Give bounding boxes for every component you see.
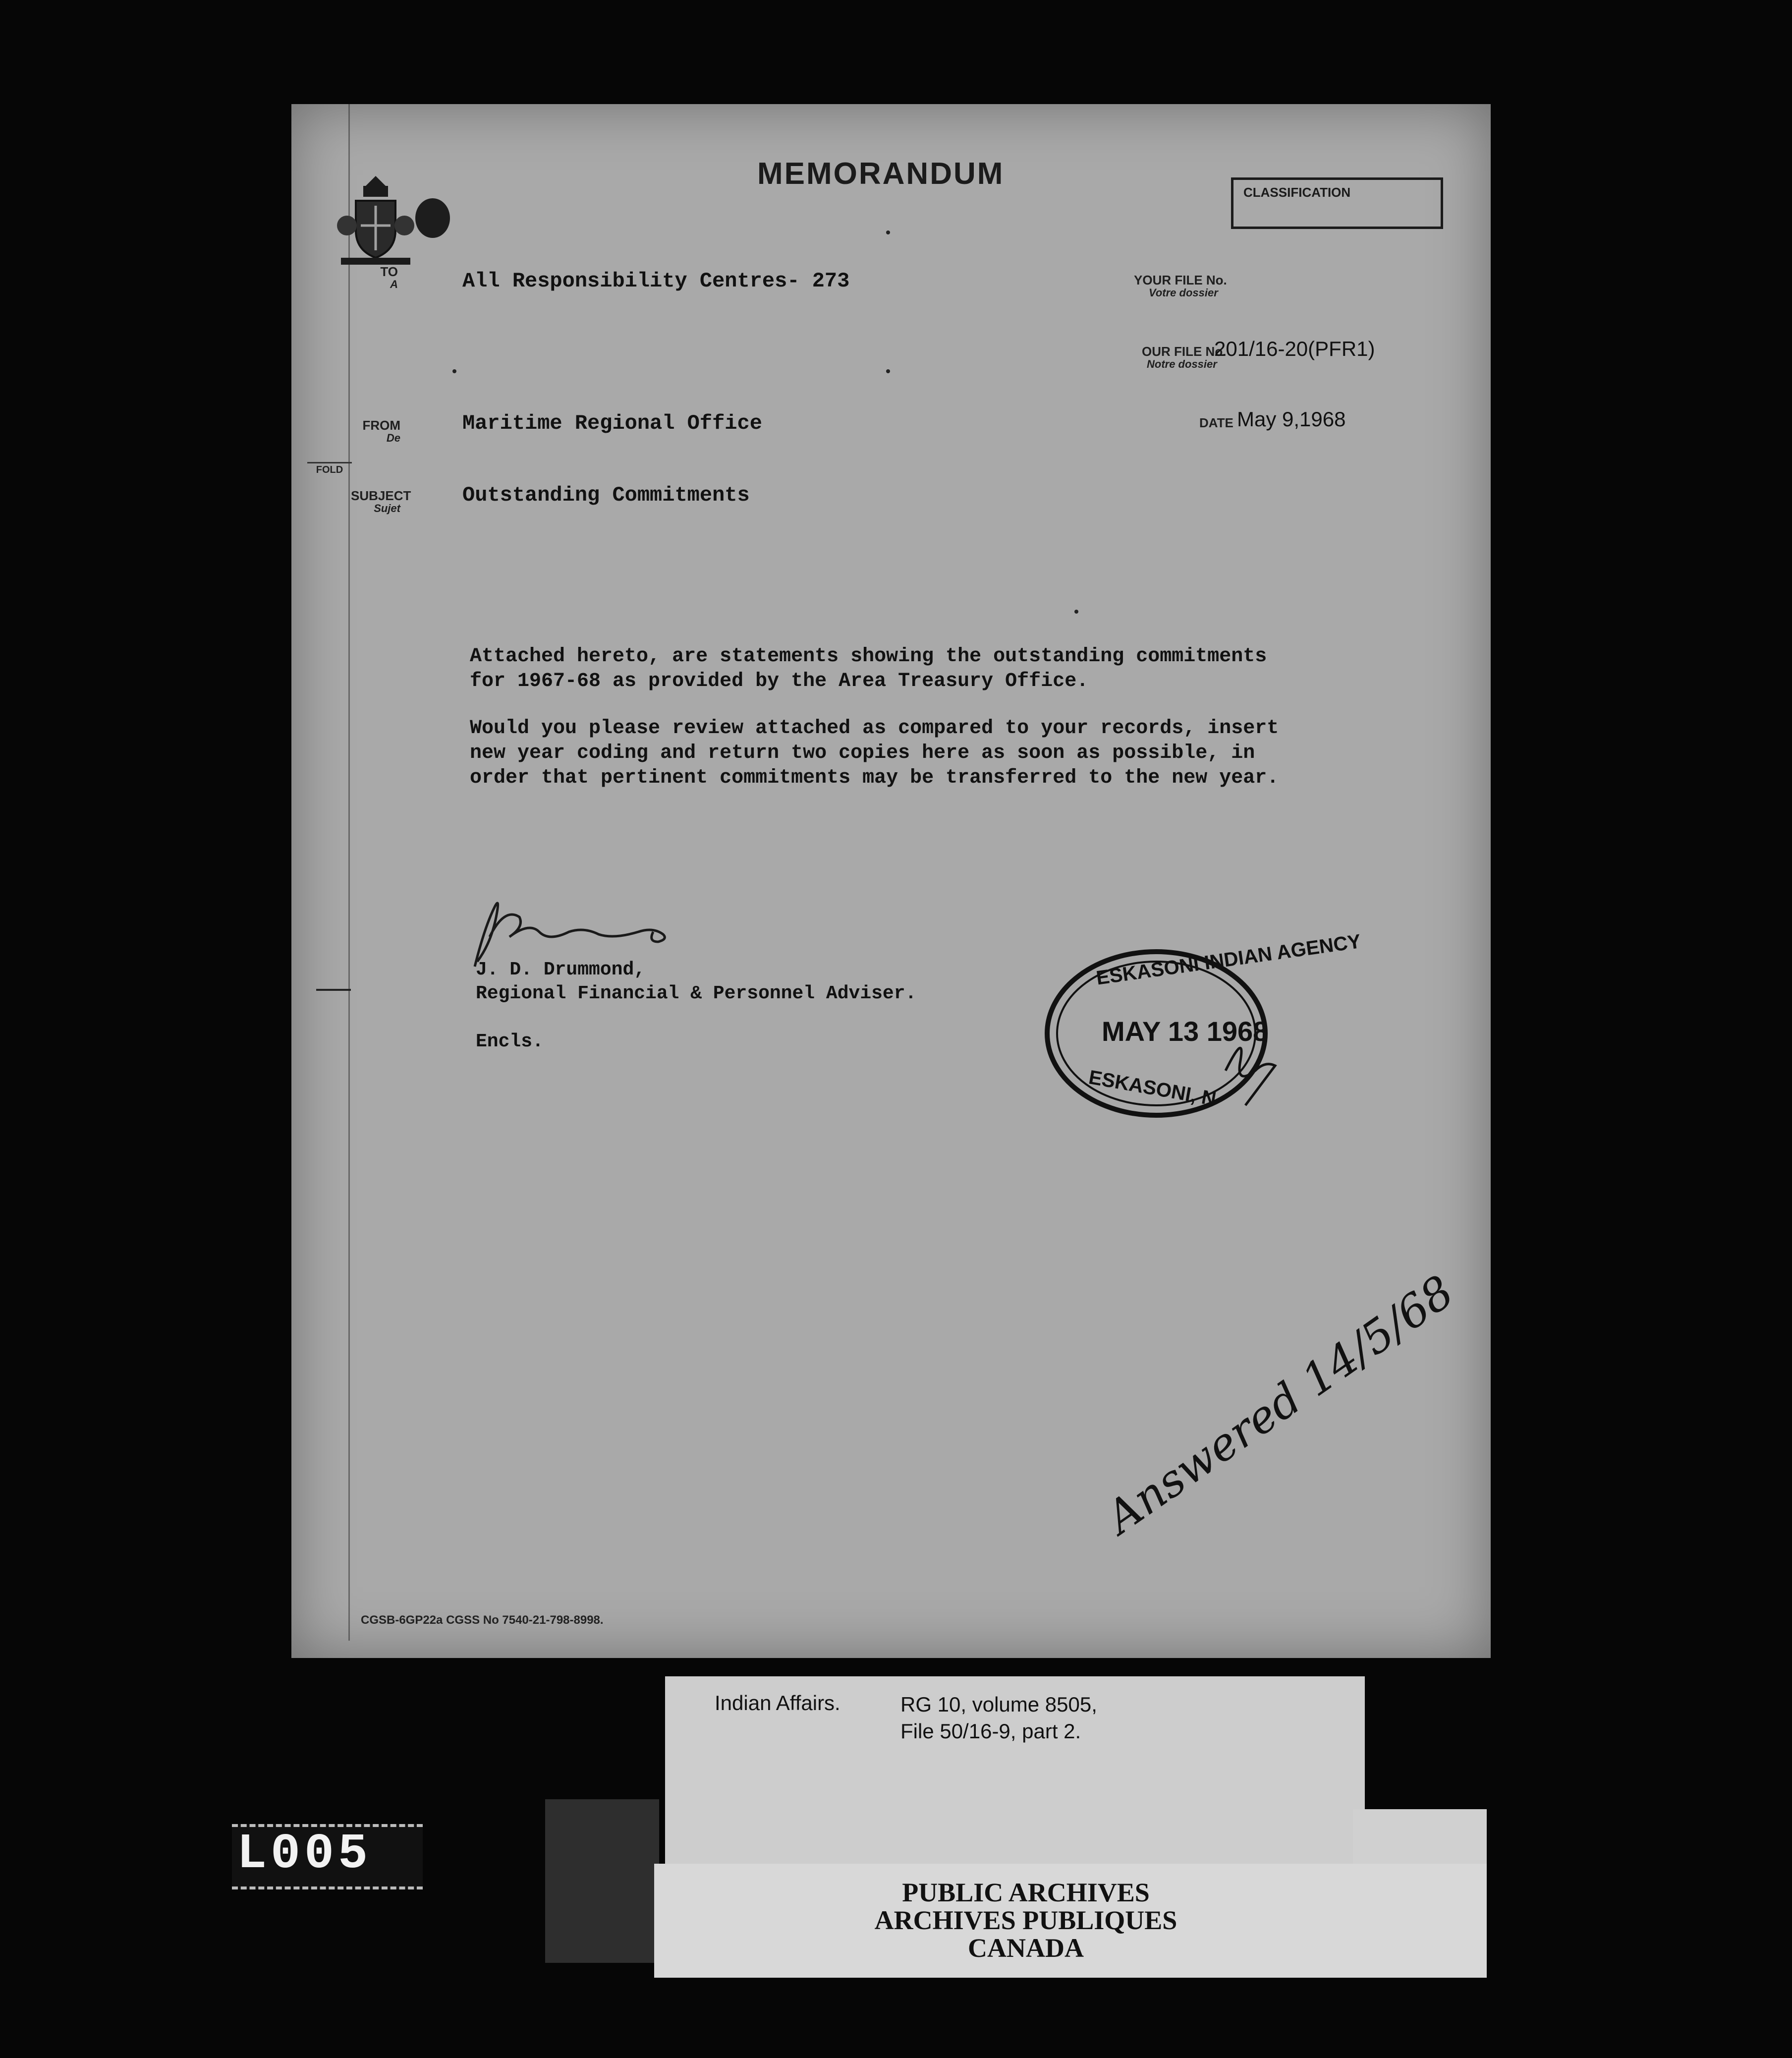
reference-line-1: RG 10, volume 8505, [900, 1693, 1097, 1716]
margin-rule [348, 104, 350, 1641]
stamp-bottom-text: ESKASONI, N [1087, 1066, 1218, 1110]
to-value: All Responsibility Centres- 273 [462, 269, 850, 293]
archives-line-1: PUBLIC ARCHIVES [902, 1878, 1150, 1907]
speck [452, 369, 456, 373]
reel-number: L005 [237, 1827, 372, 1883]
to-label: TO [380, 264, 398, 279]
your-file-label: YOUR FILE No. [1134, 273, 1227, 287]
enclosures-note: Encls. [476, 1031, 544, 1052]
memorandum-page [291, 104, 1491, 1658]
signer-title: Regional Financial & Personnel Adviser. [476, 983, 917, 1004]
form-code: CGSB-6GP22a CGSS No 7540-21-798-8998. [361, 1613, 604, 1627]
coat-of-arms-icon [336, 171, 415, 270]
subject-label-fr: Sujet [374, 502, 400, 515]
to-label-block [371, 265, 398, 290]
from-label-block [361, 419, 400, 444]
margin-dash [316, 989, 351, 991]
handwritten-note-text: Answered 14/5/68 [1097, 1265, 1463, 1544]
archives-label [654, 1879, 1398, 1962]
subject-label-block [351, 488, 411, 515]
from-label-fr: De [386, 432, 400, 445]
speck [1074, 610, 1078, 614]
slip-shadow [545, 1799, 659, 1963]
stamp-top-text: ESKASONI INDIAN AGENCY [1095, 930, 1362, 989]
subject-value: Outstanding Commitments [462, 483, 750, 507]
stamp-date-text: MAY 13 1968 [1102, 1016, 1269, 1047]
classification-label: CLASSIFICATION [1243, 185, 1351, 200]
handwritten-answered-note [1030, 1170, 1463, 1566]
archives-line-2: ARCHIVES PUBLIQUES [874, 1905, 1177, 1935]
paragraph-1: Attached hereto, are statements showing the outstanding commitments for 1967-68 as provided by the Area Treasury Office. [470, 645, 1267, 692]
subject-label: SUBJECT [351, 488, 411, 503]
archives-line-3: CANADA [968, 1933, 1084, 1963]
fold-mark: FOLD [307, 462, 352, 476]
ink-blot [415, 198, 450, 238]
department-label: Indian Affairs. [715, 1691, 840, 1715]
paragraph-2: Would you please review attached as compared to your records, insert new year coding and return two copies here as soon as possible, in order that pertinent commitments may be transferred to the new year. [470, 717, 1279, 789]
speck [886, 230, 890, 234]
memo-title: MEMORANDUM [757, 157, 1005, 191]
to-label-fr: A [390, 278, 398, 291]
date-value: May 9,1968 [1237, 407, 1346, 431]
agency-received-stamp [1037, 930, 1362, 1125]
our-file-label: OUR FILE No. [1142, 344, 1227, 359]
reference-block [900, 1691, 1097, 1745]
date-label: DATE [1199, 415, 1233, 430]
our-file-value: 201/16-20(PFR1) [1214, 337, 1375, 360]
classification-box [1231, 177, 1443, 229]
reel-number-strip [232, 1824, 423, 1889]
signer-name: J. D. Drummond, [476, 959, 646, 980]
your-file-label-fr: Votre dossier [1149, 286, 1218, 299]
your-file-block [1134, 274, 1258, 298]
from-label: FROM [362, 418, 400, 433]
our-file-label-fr: Notre dossier [1147, 358, 1217, 371]
speck [886, 369, 890, 373]
from-value: Maritime Regional Office [462, 411, 762, 435]
reference-line-2: File 50/16-9, part 2. [900, 1719, 1081, 1743]
